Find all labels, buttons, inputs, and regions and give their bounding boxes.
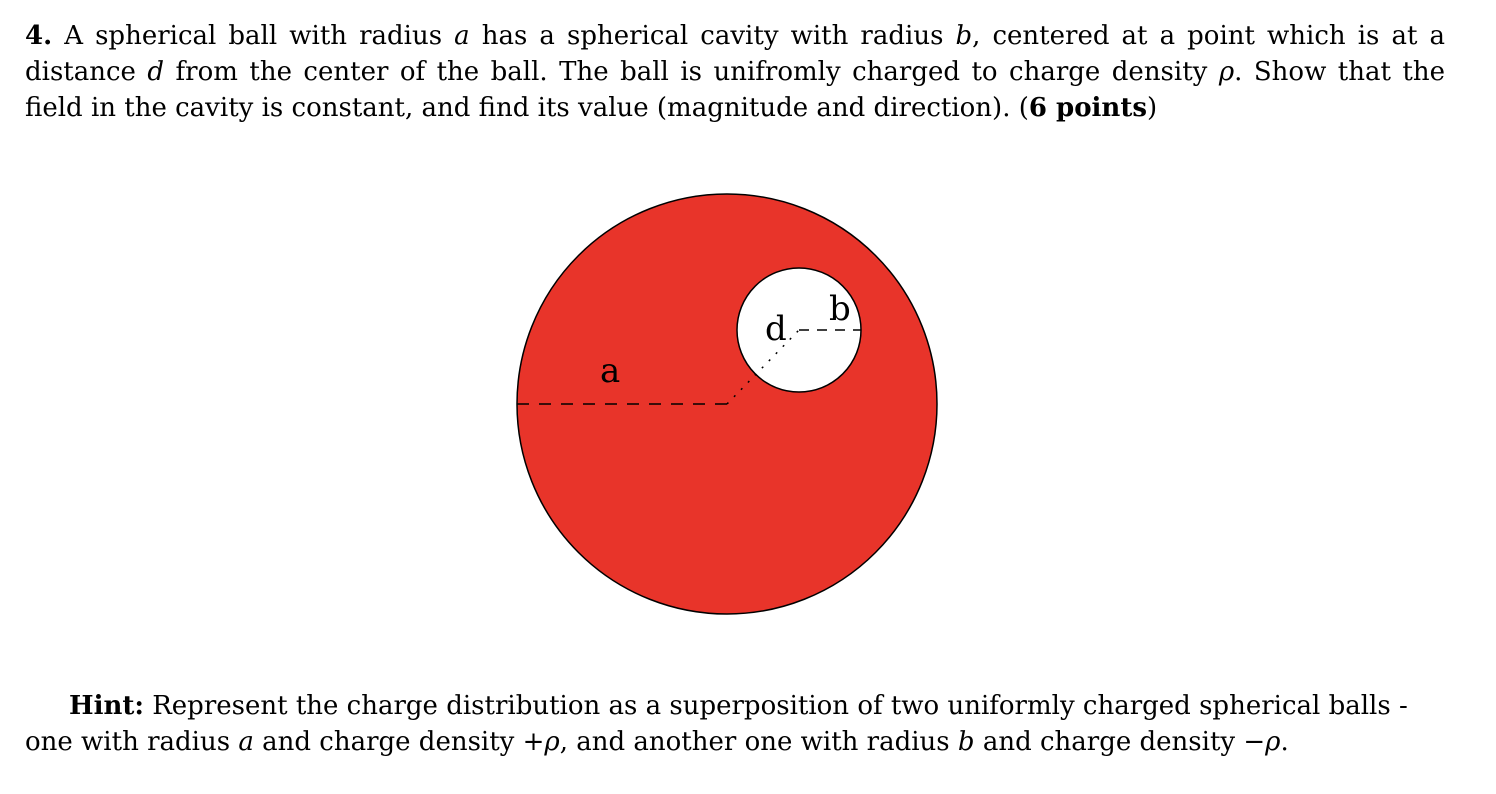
label-b: b [829, 289, 851, 329]
problem-text-2: has a spherical cavity with radius [481, 21, 944, 51]
problem-text-6: ) [1146, 93, 1158, 123]
hint-text-4: and charge density [982, 727, 1236, 757]
hint-var-a: a [238, 727, 254, 757]
hint-text-3: , and another one with radius [559, 727, 950, 757]
problem-text-3: , centered at a point which is at a distance [25, 21, 1445, 87]
math-var-d: d [147, 57, 165, 87]
hint-label: Hint: [69, 691, 144, 721]
hint-text-5: . [1280, 727, 1289, 757]
hint-text-1: Represent the charge distribution as a superposition of two uniformly charged spherical balls - one with radius [25, 691, 1408, 757]
problem-text-5: . Show that the field in the cavity is constant, and find its value (magnitude and direction). ( [25, 57, 1445, 123]
problem-number: 4. [25, 21, 53, 51]
problem-text-1: A spherical ball with radius [64, 21, 443, 51]
hint-text-2: and charge density [262, 727, 515, 757]
problem-points: 6 points [1028, 93, 1147, 123]
hint-minus-rho: −ρ [1243, 727, 1281, 757]
problem-text-4: from the center of the ball. The ball is unifromly charged to charge density [175, 57, 1208, 87]
hint-var-b: b [957, 727, 975, 757]
math-var-b: b [955, 21, 973, 51]
math-var-rho: ρ [1218, 57, 1235, 87]
hint-plus-rho: +ρ [522, 727, 560, 757]
math-var-a: a [454, 21, 470, 51]
hint-block [25, 688, 1445, 760]
label-d: d [765, 309, 787, 349]
label-a: a [600, 351, 621, 391]
